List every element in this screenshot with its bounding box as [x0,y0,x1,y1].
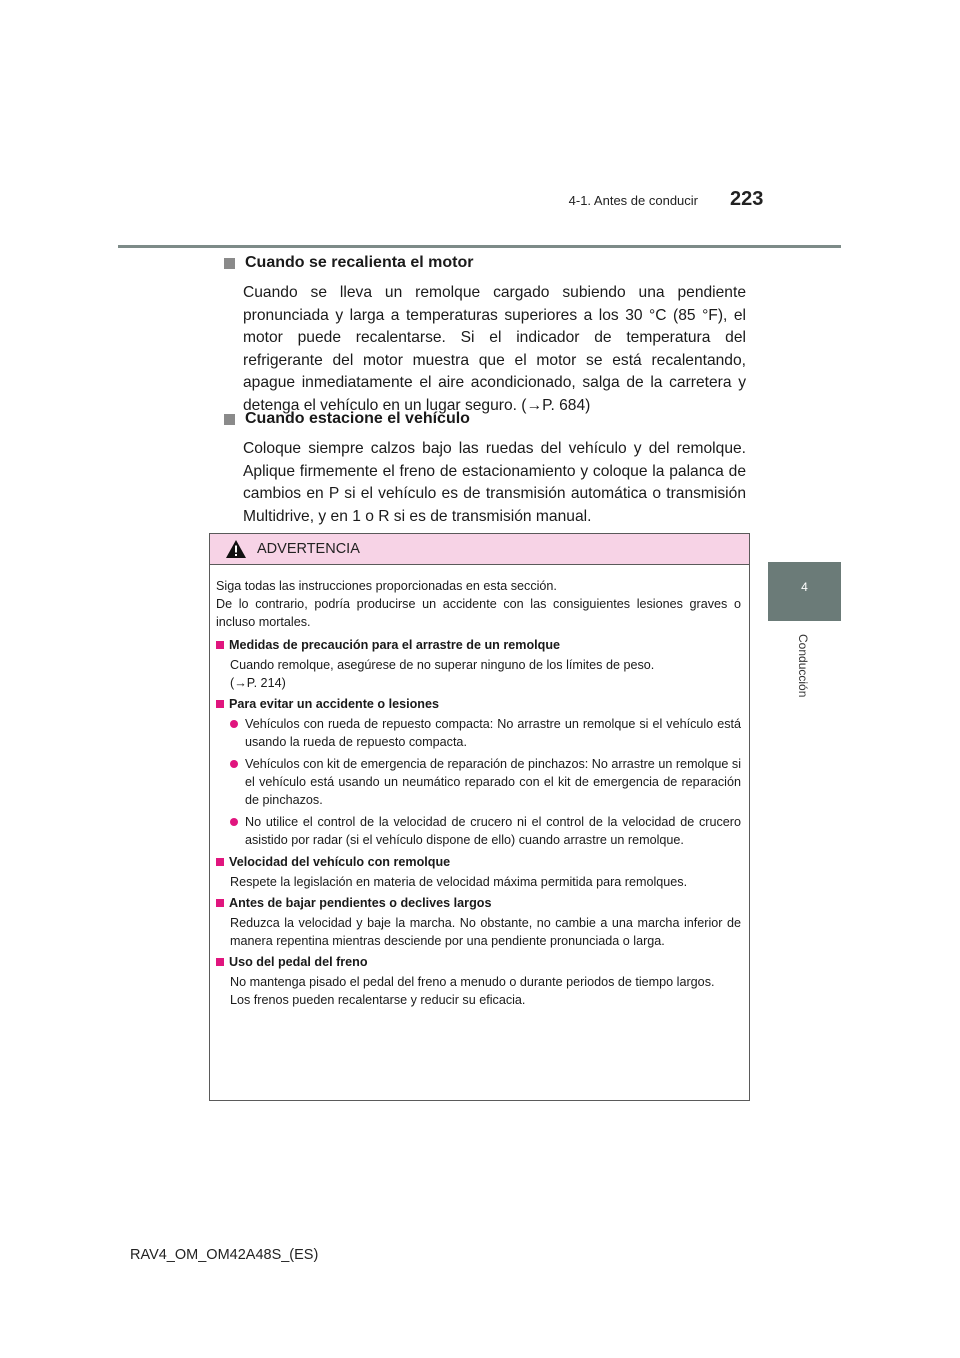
pink-dot-bullet-icon [230,760,238,768]
header-rule [118,245,841,248]
chapter-side-label [796,634,810,706]
warning-item-heading [216,953,741,971]
pink-square-bullet-icon [216,700,224,708]
warning-bullet-text: No utilice el control de la velocidad de crucero ni el control de la velocidad de crucero asistido por radar (si el vehículo dispone de ello) cuando arrastre un remolque. [245,815,741,847]
warning-item-line: (→P. 214) [230,676,286,690]
warning-item-heading-text: Uso del pedal del freno [229,955,368,969]
warning-intro [216,577,741,631]
warning-item-line: Reduzca la velocidad y baje la marcha. No obstante, no cambie a una marcha inferior de manera repentina mientras desciende por una pendiente pronunciada o larga. [230,916,741,948]
header-section-title: 4-1. Antes de conducir [568,193,698,208]
warning-content [210,565,749,1009]
section-body: Coloque siempre calzos bajo las ruedas del vehículo y del remolque. Aplique firmemente el freno de estacionamiento y coloque la palanca de cambios en P si el vehículo es de transmisión automática o transmisión Multidrive, y en 1 o R si es de transmisión manual. [243,440,746,525]
warning-bullet-text: Vehículos con kit de emergencia de reparación de pinchazos: No arrastre un remolque si el vehículo está usando un neumático reparado con el kit de emergencia de reparación de pinchazos. [245,757,741,807]
chapter-side-label-text: Conducción [796,634,810,698]
warning-item-heading-text: Antes de bajar pendientes o declives largos [229,896,492,910]
pink-square-bullet-icon [216,641,224,649]
warning-item-line: Los frenos pueden recalentarse y reducir su eficacia. [230,993,526,1007]
section-heading [222,254,746,272]
pink-dot-bullet-icon [230,720,238,728]
section-overheating [222,254,746,417]
pink-square-bullet-icon [216,899,224,907]
warning-item-text [230,973,741,1009]
warning-item-heading [216,894,741,912]
section-parking [222,410,746,528]
warning-item-heading-text: Velocidad del vehículo con remolque [229,855,451,869]
warning-item-heading-text: Medidas de precaución para el arrastre de un remolque [229,638,561,652]
section-heading-text: Cuando se recalienta el motor [245,254,474,271]
pink-dot-bullet-icon [230,818,238,826]
warning-triangle-icon [225,539,247,559]
warning-bullet-text: Vehículos con rueda de repuesto compacta: No arrastre un remolque si el vehículo está usando la rueda de repuesto compacta. [245,717,741,749]
gray-square-bullet-icon [224,414,235,425]
page-number: 223 [730,188,764,210]
gray-square-bullet-icon [224,258,235,269]
pink-square-bullet-icon [216,958,224,966]
warning-intro-line: De lo contrario, podría producirse un accidente con las consiguientes lesiones graves o incluso mortales. [216,597,741,629]
warning-title: ADVERTENCIA [257,541,360,557]
warning-item-line: Cuando remolque, asegúrese de no superar ninguno de los límites de peso. [230,658,655,672]
warning-bullet [230,755,741,809]
warning-item-text [230,656,741,692]
warning-item-text [230,873,741,891]
warning-item-line: Respete la legislación en materia de velocidad máxima permitida para remolques. [230,875,688,889]
warning-item-heading-text: Para evitar un accidente o lesiones [229,697,439,711]
pink-square-bullet-icon [216,858,224,866]
section-body: Cuando se lleva un remolque cargado subiendo una pendiente pronunciada y larga a temperaturas superiores a los 30 °C (85 °F), el motor puede recalentarse. Si el indicador de temperatura del refrigerante del motor muestra que el motor se está recalentando, apague inmediatamente el aire acondicionado, salga de la carretera y detenga el vehículo en un lugar seguro. (→P. 684) [243,284,746,414]
chapter-tab [768,562,841,621]
warning-item-heading [216,695,741,713]
warning-intro-line: Siga todas las instrucciones proporcionadas en esta sección. [216,579,557,593]
section-heading-text: Cuando estacione el vehículo [245,410,470,427]
warning-item-text [230,914,741,950]
warning-bullet [230,715,741,751]
warning-item-heading [216,853,741,871]
footer-document-code: RAV4_OM_OM42A48S_(ES) [130,1247,319,1263]
warning-box [209,533,750,1101]
section-heading [222,410,746,428]
warning-bullet [230,813,741,849]
warning-item-line: No mantenga pisado el pedal del freno a menudo o durante periodos de tiempo largos. [230,975,715,989]
warning-header [210,534,749,565]
chapter-tab-number: 4 [801,580,808,594]
warning-item-heading [216,636,741,654]
